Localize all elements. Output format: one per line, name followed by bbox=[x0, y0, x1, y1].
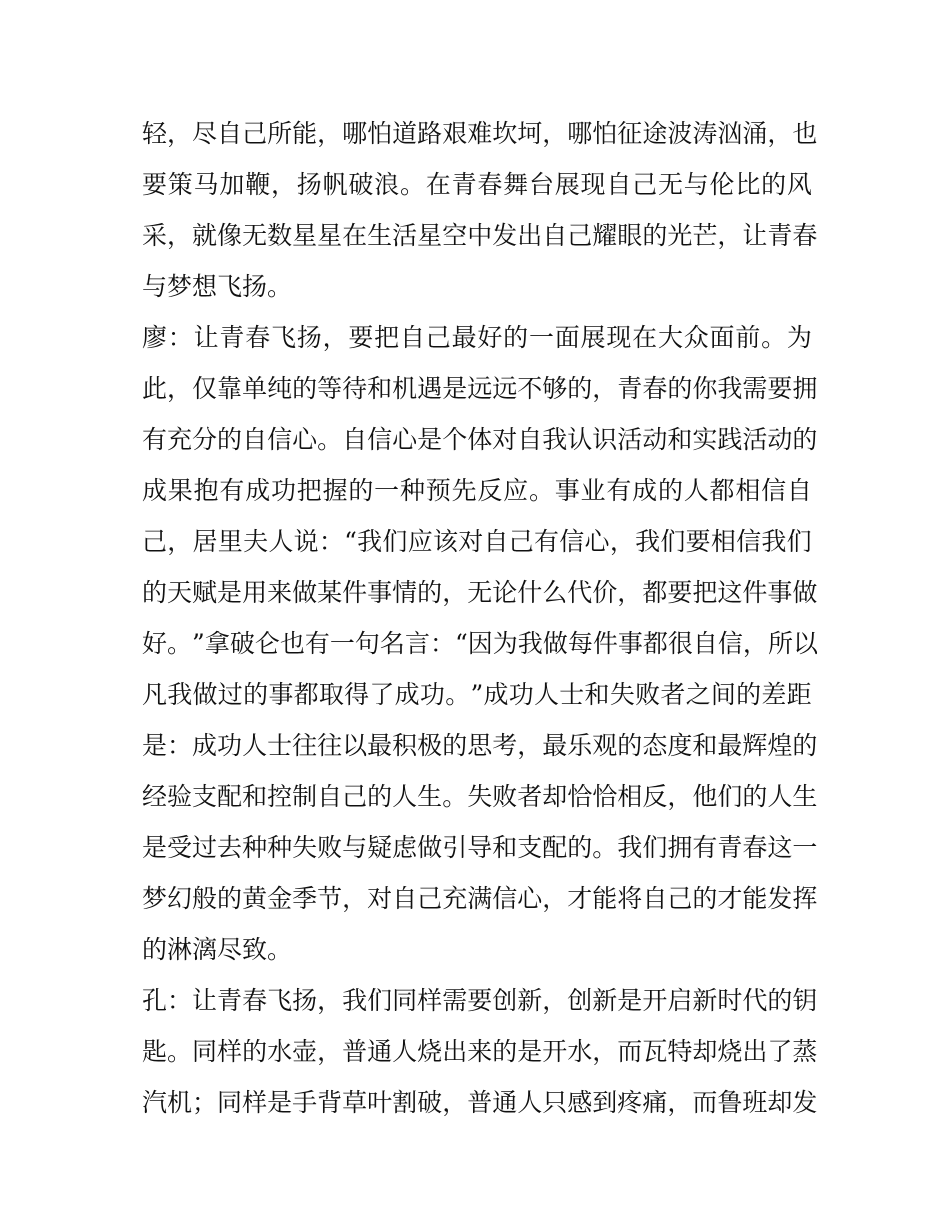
text-line: 的淋漓尽致。 bbox=[142, 935, 293, 964]
text-line: 的 天 赋 是 用 来 做 某 件 事 情 的 ， 无 论 什 么 代 价 ， 都 要 把 这 件 事 做 bbox=[142, 578, 818, 607]
text-line: 经 验 支 配 和 控 制 自 己 的 人 生 。 失 败 者 却 恰 恰 相 反 ， 他 们 的 人 生 bbox=[142, 782, 818, 811]
text-line: 己 ， 居 里 夫 人 说 ： “ 我 们 应 该 对 自 己 有 信 心 ， 我 们 要 相 信 我 们 bbox=[142, 527, 812, 556]
text-line: 梦 幻 般 的 黄 金 季 节 ， 对 自 己 充 满 信 心 ， 才 能 将 自 己 的 才 能 发 挥 bbox=[142, 884, 818, 913]
text-line: 成 果 抱 有 成 功 把 握 的 一 种 预 先 反 应 。 事 业 有 成 的 人 都 相 信 自 bbox=[142, 476, 812, 505]
text-line: 是 ： 成 功 人 士 往 往 以 最 积 极 的 思 考 ， 最 乐 观 的 态 度 和 最 辉 煌 的 bbox=[142, 731, 818, 760]
text-line: 有 充 分 的 自 信 心 。 自 信 心 是 个 体 对 自 我 认 识 活 动 和 实 践 活 动 的 bbox=[142, 425, 818, 454]
text-line: 要 策 马 加 鞭 ， 扬 帆 破 浪 。 在 青 春 舞 台 展 现 自 己 无 与 伦 比 的 风 bbox=[142, 170, 812, 199]
body-text bbox=[142, 108, 818, 1128]
text-line: 好 。 ” 拿 破 仑 也 有 一 句 名 言 ： “ 因 为 我 做 每 件 事 都 很 自 信 ， 所 以 bbox=[142, 629, 818, 658]
text-line: 廖 ： 让 青 春 飞 扬 ， 要 把 自 己 最 好 的 一 面 展 现 在 大 众 面 前 。 为 bbox=[142, 323, 812, 352]
text-line: 此 ， 仅 靠 单 纯 的 等 待 和 机 遇 是 远 远 不 够 的 ， 青 春 的 你 我 需 要 拥 bbox=[142, 374, 818, 403]
text-line: 汽 机 ； 同 样 是 手 背 草 叶 割 破 ， 普 通 人 只 感 到 疼 痛 ， 而 鲁 班 却 发 bbox=[142, 1088, 818, 1117]
text-line: 轻 ， 尽 自 己 所 能 ， 哪 怕 道 路 艰 难 坎 坷 ， 哪 怕 征 途 波 涛 汹 涌 ， 也 bbox=[142, 119, 818, 148]
text-line: 匙 。 同 样 的 水 壶 ， 普 通 人 烧 出 来 的 是 开 水 ， 而 瓦 特 却 烧 出 了 蒸 bbox=[142, 1037, 818, 1066]
text-line: 凡 我 做 过 的 事 都 取 得 了 成 功 。 ” 成 功 人 士 和 失 败 者 之 间 的 差 距 bbox=[142, 680, 812, 709]
text-line: 与梦想飞扬。 bbox=[142, 272, 293, 301]
text-line: 采 ， 就 像 无 数 星 星 在 生 活 星 空 中 发 出 自 己 耀 眼 的 光 芒 ， 让 青 春 bbox=[142, 221, 818, 250]
text-line: 孔 ： 让 青 春 飞 扬 ， 我 们 同 样 需 要 创 新 ， 创 新 是 开 启 新 时 代 的 钥 bbox=[142, 986, 818, 1015]
text-line: 是 受 过 去 种 种 失 败 与 疑 虑 做 引 导 和 支 配 的 。 我 们 拥 有 青 春 这 一 bbox=[142, 833, 818, 862]
